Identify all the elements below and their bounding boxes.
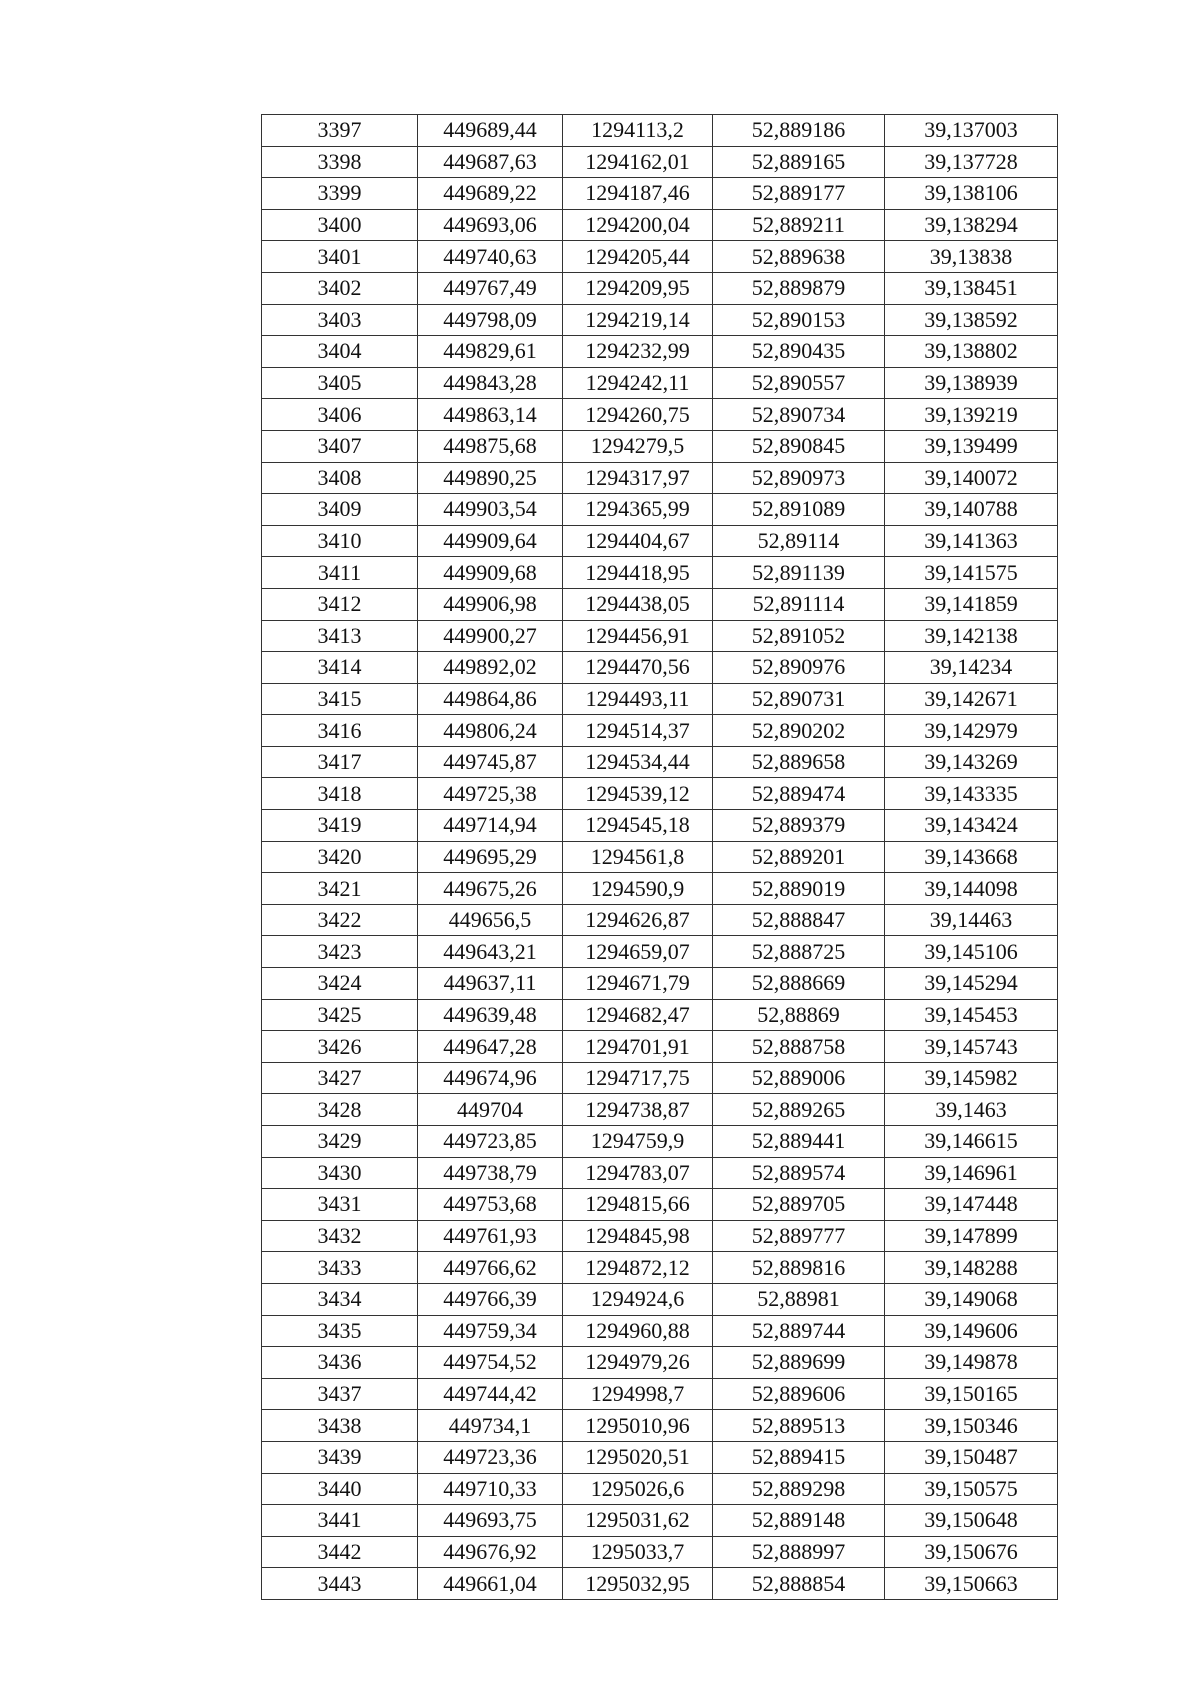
point-number-cell: 3420 <box>262 841 418 873</box>
table-row <box>262 178 1058 210</box>
latitude-cell: 52,890976 <box>713 652 885 684</box>
latitude-cell: 52,889474 <box>713 778 885 810</box>
point-number-cell: 3442 <box>262 1536 418 1568</box>
y-coordinate-cell: 1294470,56 <box>563 652 713 684</box>
point-number-cell: 3422 <box>262 904 418 936</box>
y-coordinate-cell: 1294590,9 <box>563 873 713 905</box>
table-row <box>262 936 1058 968</box>
point-number-cell: 3436 <box>262 1347 418 1379</box>
table-row <box>262 146 1058 178</box>
latitude-cell: 52,890557 <box>713 367 885 399</box>
y-coordinate-cell: 1294783,07 <box>563 1157 713 1189</box>
y-coordinate-cell: 1294815,66 <box>563 1189 713 1221</box>
table-row <box>262 399 1058 431</box>
x-coordinate-cell: 449903,54 <box>418 494 563 526</box>
x-coordinate-cell: 449745,87 <box>418 746 563 778</box>
point-number-cell: 3409 <box>262 494 418 526</box>
longitude-cell: 39,138802 <box>885 336 1058 368</box>
latitude-cell: 52,890435 <box>713 336 885 368</box>
longitude-cell: 39,146615 <box>885 1126 1058 1158</box>
latitude-cell: 52,889148 <box>713 1505 885 1537</box>
y-coordinate-cell: 1294738,87 <box>563 1094 713 1126</box>
longitude-cell: 39,140072 <box>885 462 1058 494</box>
table-row <box>262 1283 1058 1315</box>
y-coordinate-cell: 1294534,44 <box>563 746 713 778</box>
longitude-cell: 39,145743 <box>885 1031 1058 1063</box>
point-number-cell: 3403 <box>262 304 418 336</box>
latitude-cell: 52,888854 <box>713 1568 885 1600</box>
coordinates-table <box>261 114 1058 1600</box>
longitude-cell: 39,143335 <box>885 778 1058 810</box>
latitude-cell: 52,889879 <box>713 272 885 304</box>
longitude-cell: 39,138294 <box>885 209 1058 241</box>
latitude-cell: 52,889265 <box>713 1094 885 1126</box>
point-number-cell: 3401 <box>262 241 418 273</box>
x-coordinate-cell: 449754,52 <box>418 1347 563 1379</box>
x-coordinate-cell: 449693,06 <box>418 209 563 241</box>
point-number-cell: 3397 <box>262 115 418 147</box>
table-row <box>262 588 1058 620</box>
x-coordinate-cell: 449704 <box>418 1094 563 1126</box>
table-row <box>262 1157 1058 1189</box>
y-coordinate-cell: 1294960,88 <box>563 1315 713 1347</box>
point-number-cell: 3413 <box>262 620 418 652</box>
table-row <box>262 1094 1058 1126</box>
x-coordinate-cell: 449738,79 <box>418 1157 563 1189</box>
point-number-cell: 3426 <box>262 1031 418 1063</box>
point-number-cell: 3405 <box>262 367 418 399</box>
longitude-cell: 39,145106 <box>885 936 1058 968</box>
latitude-cell: 52,889379 <box>713 810 885 842</box>
table-row <box>262 367 1058 399</box>
latitude-cell: 52,889165 <box>713 146 885 178</box>
point-number-cell: 3414 <box>262 652 418 684</box>
coordinates-table-body <box>262 115 1058 1600</box>
longitude-cell: 39,143424 <box>885 810 1058 842</box>
longitude-cell: 39,148288 <box>885 1252 1058 1284</box>
latitude-cell: 52,888669 <box>713 968 885 1000</box>
y-coordinate-cell: 1294759,9 <box>563 1126 713 1158</box>
latitude-cell: 52,890973 <box>713 462 885 494</box>
latitude-cell: 52,889699 <box>713 1347 885 1379</box>
x-coordinate-cell: 449723,36 <box>418 1441 563 1473</box>
longitude-cell: 39,141363 <box>885 525 1058 557</box>
table-row <box>262 557 1058 589</box>
y-coordinate-cell: 1294545,18 <box>563 810 713 842</box>
table-row <box>262 715 1058 747</box>
point-number-cell: 3425 <box>262 999 418 1031</box>
point-number-cell: 3429 <box>262 1126 418 1158</box>
table-row <box>262 209 1058 241</box>
point-number-cell: 3424 <box>262 968 418 1000</box>
y-coordinate-cell: 1294209,95 <box>563 272 713 304</box>
y-coordinate-cell: 1294979,26 <box>563 1347 713 1379</box>
y-coordinate-cell: 1294626,87 <box>563 904 713 936</box>
x-coordinate-cell: 449806,24 <box>418 715 563 747</box>
y-coordinate-cell: 1294365,99 <box>563 494 713 526</box>
longitude-cell: 39,147899 <box>885 1220 1058 1252</box>
y-coordinate-cell: 1294438,05 <box>563 588 713 620</box>
table-row <box>262 304 1058 336</box>
latitude-cell: 52,889298 <box>713 1473 885 1505</box>
y-coordinate-cell: 1295031,62 <box>563 1505 713 1537</box>
y-coordinate-cell: 1294456,91 <box>563 620 713 652</box>
point-number-cell: 3443 <box>262 1568 418 1600</box>
longitude-cell: 39,150346 <box>885 1410 1058 1442</box>
latitude-cell: 52,88981 <box>713 1283 885 1315</box>
y-coordinate-cell: 1294659,07 <box>563 936 713 968</box>
point-number-cell: 3398 <box>262 146 418 178</box>
x-coordinate-cell: 449906,98 <box>418 588 563 620</box>
table-row <box>262 1536 1058 1568</box>
table-row <box>262 1031 1058 1063</box>
longitude-cell: 39,139499 <box>885 430 1058 462</box>
x-coordinate-cell: 449723,85 <box>418 1126 563 1158</box>
x-coordinate-cell: 449744,42 <box>418 1378 563 1410</box>
table-row <box>262 873 1058 905</box>
point-number-cell: 3404 <box>262 336 418 368</box>
table-row <box>262 778 1058 810</box>
longitude-cell: 39,137728 <box>885 146 1058 178</box>
table-row <box>262 1062 1058 1094</box>
x-coordinate-cell: 449689,44 <box>418 115 563 147</box>
table-row <box>262 1505 1058 1537</box>
y-coordinate-cell: 1294200,04 <box>563 209 713 241</box>
x-coordinate-cell: 449900,27 <box>418 620 563 652</box>
point-number-cell: 3427 <box>262 1062 418 1094</box>
x-coordinate-cell: 449647,28 <box>418 1031 563 1063</box>
table-row <box>262 746 1058 778</box>
latitude-cell: 52,889513 <box>713 1410 885 1442</box>
x-coordinate-cell: 449734,1 <box>418 1410 563 1442</box>
y-coordinate-cell: 1294187,46 <box>563 178 713 210</box>
table-row <box>262 810 1058 842</box>
y-coordinate-cell: 1295032,95 <box>563 1568 713 1600</box>
point-number-cell: 3416 <box>262 715 418 747</box>
point-number-cell: 3408 <box>262 462 418 494</box>
latitude-cell: 52,889816 <box>713 1252 885 1284</box>
y-coordinate-cell: 1294671,79 <box>563 968 713 1000</box>
point-number-cell: 3432 <box>262 1220 418 1252</box>
latitude-cell: 52,889441 <box>713 1126 885 1158</box>
x-coordinate-cell: 449674,96 <box>418 1062 563 1094</box>
longitude-cell: 39,145982 <box>885 1062 1058 1094</box>
y-coordinate-cell: 1294539,12 <box>563 778 713 810</box>
y-coordinate-cell: 1295020,51 <box>563 1441 713 1473</box>
y-coordinate-cell: 1294493,11 <box>563 683 713 715</box>
latitude-cell: 52,888847 <box>713 904 885 936</box>
y-coordinate-cell: 1294242,11 <box>563 367 713 399</box>
latitude-cell: 52,889201 <box>713 841 885 873</box>
longitude-cell: 39,150676 <box>885 1536 1058 1568</box>
longitude-cell: 39,149878 <box>885 1347 1058 1379</box>
latitude-cell: 52,889777 <box>713 1220 885 1252</box>
table-row <box>262 999 1058 1031</box>
x-coordinate-cell: 449892,02 <box>418 652 563 684</box>
x-coordinate-cell: 449695,29 <box>418 841 563 873</box>
y-coordinate-cell: 1294162,01 <box>563 146 713 178</box>
x-coordinate-cell: 449643,21 <box>418 936 563 968</box>
x-coordinate-cell: 449753,68 <box>418 1189 563 1221</box>
table-row <box>262 1441 1058 1473</box>
point-number-cell: 3435 <box>262 1315 418 1347</box>
x-coordinate-cell: 449890,25 <box>418 462 563 494</box>
longitude-cell: 39,143269 <box>885 746 1058 778</box>
x-coordinate-cell: 449909,64 <box>418 525 563 557</box>
y-coordinate-cell: 1294260,75 <box>563 399 713 431</box>
y-coordinate-cell: 1295026,6 <box>563 1473 713 1505</box>
x-coordinate-cell: 449875,68 <box>418 430 563 462</box>
latitude-cell: 52,891114 <box>713 588 885 620</box>
table-row <box>262 1347 1058 1379</box>
table-row <box>262 1315 1058 1347</box>
y-coordinate-cell: 1294701,91 <box>563 1031 713 1063</box>
longitude-cell: 39,149606 <box>885 1315 1058 1347</box>
x-coordinate-cell: 449661,04 <box>418 1568 563 1600</box>
latitude-cell: 52,891052 <box>713 620 885 652</box>
longitude-cell: 39,150165 <box>885 1378 1058 1410</box>
point-number-cell: 3417 <box>262 746 418 778</box>
latitude-cell: 52,889658 <box>713 746 885 778</box>
x-coordinate-cell: 449675,26 <box>418 873 563 905</box>
table-row <box>262 494 1058 526</box>
longitude-cell: 39,138106 <box>885 178 1058 210</box>
table-row <box>262 241 1058 273</box>
table-row <box>262 904 1058 936</box>
point-number-cell: 3402 <box>262 272 418 304</box>
longitude-cell: 39,147448 <box>885 1189 1058 1221</box>
longitude-cell: 39,150487 <box>885 1441 1058 1473</box>
point-number-cell: 3434 <box>262 1283 418 1315</box>
table-row <box>262 1126 1058 1158</box>
table-row <box>262 968 1058 1000</box>
longitude-cell: 39,141859 <box>885 588 1058 620</box>
longitude-cell: 39,142138 <box>885 620 1058 652</box>
latitude-cell: 52,889186 <box>713 115 885 147</box>
x-coordinate-cell: 449687,63 <box>418 146 563 178</box>
latitude-cell: 52,889006 <box>713 1062 885 1094</box>
table-row <box>262 1410 1058 1442</box>
latitude-cell: 52,88869 <box>713 999 885 1031</box>
table-row <box>262 1189 1058 1221</box>
latitude-cell: 52,889415 <box>713 1441 885 1473</box>
x-coordinate-cell: 449798,09 <box>418 304 563 336</box>
longitude-cell: 39,150575 <box>885 1473 1058 1505</box>
table-row <box>262 1473 1058 1505</box>
y-coordinate-cell: 1294418,95 <box>563 557 713 589</box>
point-number-cell: 3406 <box>262 399 418 431</box>
y-coordinate-cell: 1294682,47 <box>563 999 713 1031</box>
table-row <box>262 1378 1058 1410</box>
latitude-cell: 52,889606 <box>713 1378 885 1410</box>
table-row <box>262 272 1058 304</box>
x-coordinate-cell: 449689,22 <box>418 178 563 210</box>
point-number-cell: 3437 <box>262 1378 418 1410</box>
latitude-cell: 52,889177 <box>713 178 885 210</box>
point-number-cell: 3431 <box>262 1189 418 1221</box>
latitude-cell: 52,890731 <box>713 683 885 715</box>
x-coordinate-cell: 449714,94 <box>418 810 563 842</box>
latitude-cell: 52,889638 <box>713 241 885 273</box>
longitude-cell: 39,140788 <box>885 494 1058 526</box>
table-row <box>262 1220 1058 1252</box>
longitude-cell: 39,137003 <box>885 115 1058 147</box>
point-number-cell: 3439 <box>262 1441 418 1473</box>
x-coordinate-cell: 449637,11 <box>418 968 563 1000</box>
x-coordinate-cell: 449693,75 <box>418 1505 563 1537</box>
table-row <box>262 652 1058 684</box>
y-coordinate-cell: 1294219,14 <box>563 304 713 336</box>
point-number-cell: 3423 <box>262 936 418 968</box>
y-coordinate-cell: 1294232,99 <box>563 336 713 368</box>
x-coordinate-cell: 449710,33 <box>418 1473 563 1505</box>
table-row <box>262 462 1058 494</box>
latitude-cell: 52,891089 <box>713 494 885 526</box>
point-number-cell: 3419 <box>262 810 418 842</box>
table-row <box>262 525 1058 557</box>
y-coordinate-cell: 1294113,2 <box>563 115 713 147</box>
longitude-cell: 39,145294 <box>885 968 1058 1000</box>
x-coordinate-cell: 449759,34 <box>418 1315 563 1347</box>
point-number-cell: 3411 <box>262 557 418 589</box>
latitude-cell: 52,890153 <box>713 304 885 336</box>
y-coordinate-cell: 1294279,5 <box>563 430 713 462</box>
x-coordinate-cell: 449829,61 <box>418 336 563 368</box>
longitude-cell: 39,139219 <box>885 399 1058 431</box>
y-coordinate-cell: 1294845,98 <box>563 1220 713 1252</box>
x-coordinate-cell: 449843,28 <box>418 367 563 399</box>
longitude-cell: 39,150663 <box>885 1568 1058 1600</box>
table-row <box>262 841 1058 873</box>
longitude-cell: 39,142671 <box>885 683 1058 715</box>
latitude-cell: 52,89114 <box>713 525 885 557</box>
y-coordinate-cell: 1294514,37 <box>563 715 713 747</box>
longitude-cell: 39,145453 <box>885 999 1058 1031</box>
point-number-cell: 3441 <box>262 1505 418 1537</box>
latitude-cell: 52,889211 <box>713 209 885 241</box>
latitude-cell: 52,890202 <box>713 715 885 747</box>
x-coordinate-cell: 449725,38 <box>418 778 563 810</box>
point-number-cell: 3400 <box>262 209 418 241</box>
latitude-cell: 52,891139 <box>713 557 885 589</box>
x-coordinate-cell: 449767,49 <box>418 272 563 304</box>
longitude-cell: 39,146961 <box>885 1157 1058 1189</box>
latitude-cell: 52,889744 <box>713 1315 885 1347</box>
point-number-cell: 3428 <box>262 1094 418 1126</box>
longitude-cell: 39,13838 <box>885 241 1058 273</box>
x-coordinate-cell: 449766,62 <box>418 1252 563 1284</box>
latitude-cell: 52,889705 <box>713 1189 885 1221</box>
x-coordinate-cell: 449864,86 <box>418 683 563 715</box>
point-number-cell: 3440 <box>262 1473 418 1505</box>
point-number-cell: 3430 <box>262 1157 418 1189</box>
longitude-cell: 39,14234 <box>885 652 1058 684</box>
y-coordinate-cell: 1294998,7 <box>563 1378 713 1410</box>
y-coordinate-cell: 1294924,6 <box>563 1283 713 1315</box>
longitude-cell: 39,1463 <box>885 1094 1058 1126</box>
y-coordinate-cell: 1294404,67 <box>563 525 713 557</box>
y-coordinate-cell: 1294872,12 <box>563 1252 713 1284</box>
y-coordinate-cell: 1295010,96 <box>563 1410 713 1442</box>
point-number-cell: 3407 <box>262 430 418 462</box>
longitude-cell: 39,143668 <box>885 841 1058 873</box>
x-coordinate-cell: 449761,93 <box>418 1220 563 1252</box>
y-coordinate-cell: 1294561,8 <box>563 841 713 873</box>
table-row <box>262 430 1058 462</box>
point-number-cell: 3433 <box>262 1252 418 1284</box>
latitude-cell: 52,890734 <box>713 399 885 431</box>
point-number-cell: 3418 <box>262 778 418 810</box>
y-coordinate-cell: 1294317,97 <box>563 462 713 494</box>
x-coordinate-cell: 449740,63 <box>418 241 563 273</box>
x-coordinate-cell: 449909,68 <box>418 557 563 589</box>
longitude-cell: 39,141575 <box>885 557 1058 589</box>
table-row <box>262 683 1058 715</box>
x-coordinate-cell: 449766,39 <box>418 1283 563 1315</box>
y-coordinate-cell: 1295033,7 <box>563 1536 713 1568</box>
point-number-cell: 3415 <box>262 683 418 715</box>
x-coordinate-cell: 449656,5 <box>418 904 563 936</box>
longitude-cell: 39,150648 <box>885 1505 1058 1537</box>
latitude-cell: 52,890845 <box>713 430 885 462</box>
table-row <box>262 115 1058 147</box>
y-coordinate-cell: 1294205,44 <box>563 241 713 273</box>
latitude-cell: 52,889574 <box>713 1157 885 1189</box>
x-coordinate-cell: 449676,92 <box>418 1536 563 1568</box>
latitude-cell: 52,888758 <box>713 1031 885 1063</box>
latitude-cell: 52,889019 <box>713 873 885 905</box>
point-number-cell: 3438 <box>262 1410 418 1442</box>
table-row <box>262 336 1058 368</box>
table-row <box>262 620 1058 652</box>
x-coordinate-cell: 449639,48 <box>418 999 563 1031</box>
longitude-cell: 39,138451 <box>885 272 1058 304</box>
longitude-cell: 39,138939 <box>885 367 1058 399</box>
point-number-cell: 3410 <box>262 525 418 557</box>
longitude-cell: 39,142979 <box>885 715 1058 747</box>
point-number-cell: 3412 <box>262 588 418 620</box>
longitude-cell: 39,149068 <box>885 1283 1058 1315</box>
latitude-cell: 52,888997 <box>713 1536 885 1568</box>
longitude-cell: 39,144098 <box>885 873 1058 905</box>
table-row <box>262 1568 1058 1600</box>
point-number-cell: 3399 <box>262 178 418 210</box>
y-coordinate-cell: 1294717,75 <box>563 1062 713 1094</box>
table-row <box>262 1252 1058 1284</box>
latitude-cell: 52,888725 <box>713 936 885 968</box>
x-coordinate-cell: 449863,14 <box>418 399 563 431</box>
point-number-cell: 3421 <box>262 873 418 905</box>
longitude-cell: 39,14463 <box>885 904 1058 936</box>
longitude-cell: 39,138592 <box>885 304 1058 336</box>
